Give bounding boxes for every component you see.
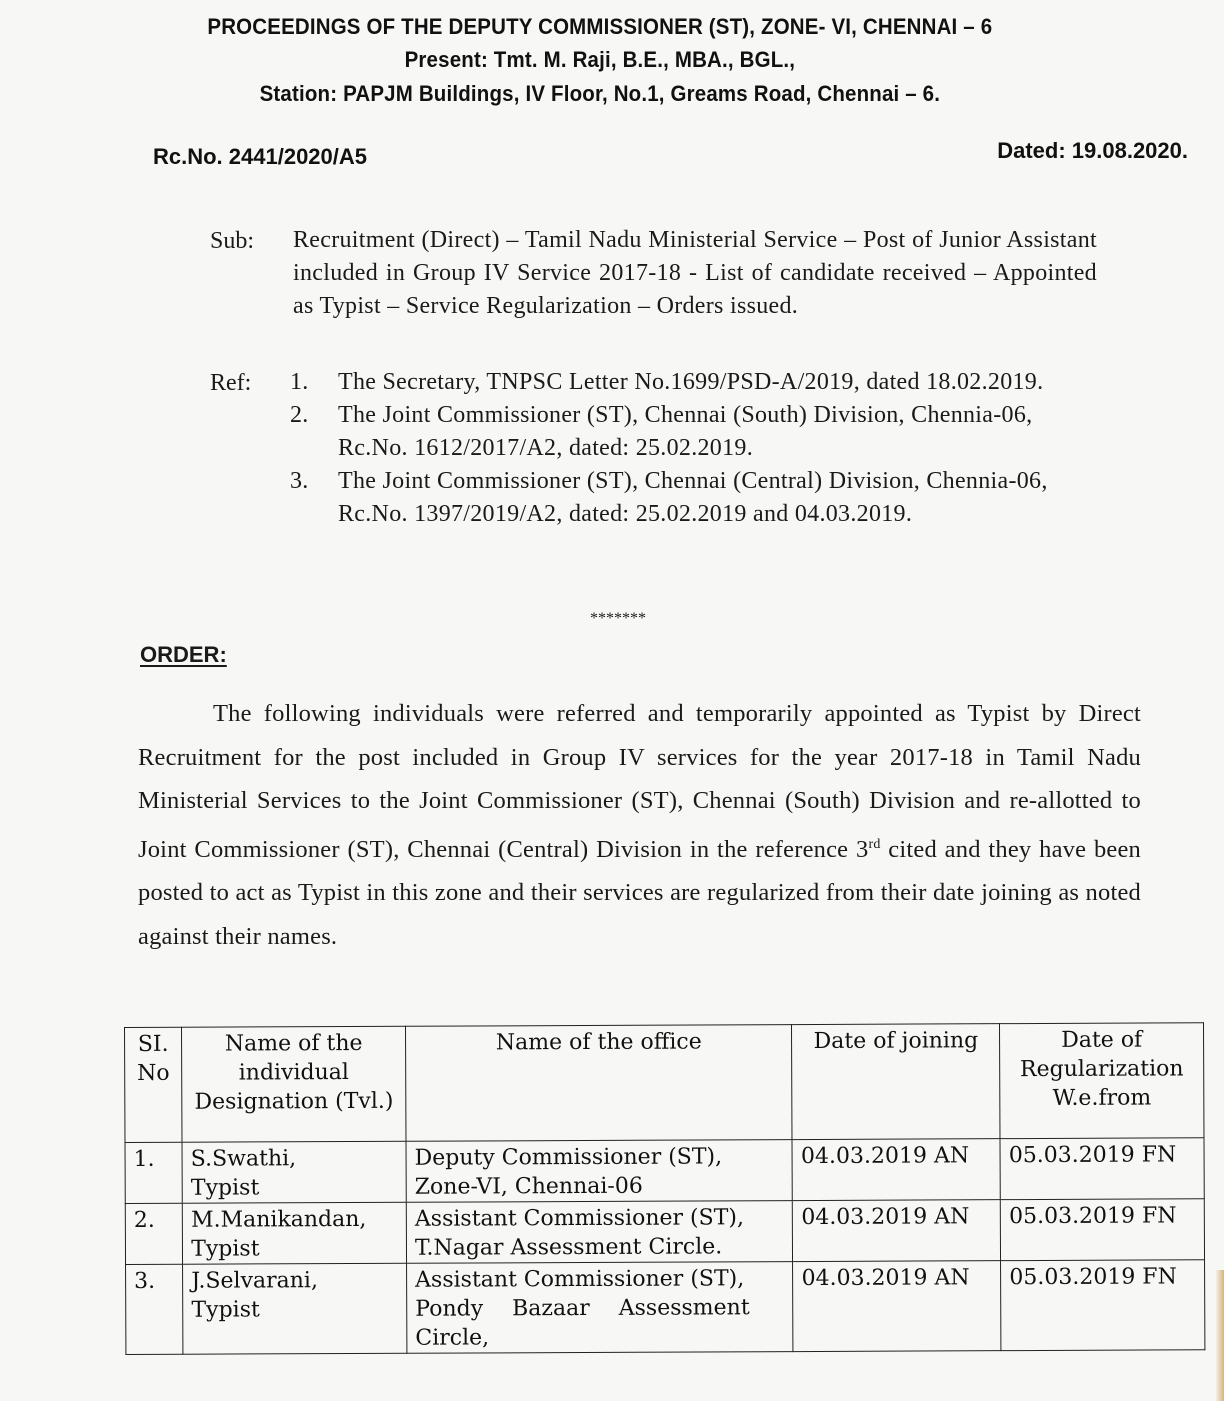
document-date: Dated: 19.08.2020. [997, 138, 1188, 163]
order-paragraph [138, 692, 1141, 958]
cell-office [406, 1201, 793, 1264]
cell-date-of-joining: 04.03.2019 AN [793, 1200, 1001, 1262]
table-row [125, 1199, 1204, 1265]
designation: Typist [191, 1297, 260, 1323]
reference-number-label: 3. [290, 468, 309, 494]
reference-text: The Joint Commissioner (ST), Chennai (Central) Division, Chennia-06, Rc.No. 1397/2019/A2, dated: 25.02.2019 and 04.03.2019. [338, 468, 1048, 527]
header-date-of-joining: Date of joining [792, 1024, 1000, 1140]
paper-edge-shadow [1216, 1270, 1224, 1401]
cell-name [183, 1263, 407, 1354]
office-line: Assistant Commissioner (ST), [414, 1205, 744, 1232]
cell-date-of-joining: 04.03.2019 AN [792, 1139, 1000, 1201]
cell-office [406, 1140, 793, 1203]
reference-number: Rc.No. 2441/2020/A5 [153, 144, 368, 169]
table-header-row [125, 1023, 1204, 1143]
references-label: Ref: [210, 370, 252, 396]
office-line: Assistant Commissioner (ST), [415, 1266, 745, 1293]
table-row [125, 1138, 1204, 1204]
reference-number-label: 2. [290, 402, 309, 428]
order-text-part1: The following individuals were referred and temporarily appointed as Typist by Direct Recruitment for the post included in Group IV services for the year 2017-18 in Tamil Nadu Ministerial Services to the Joint Commissioner (ST), Chennai (South) Division and re-allotted to Joint Commissioner (ST), Chennai (Central) Division in the reference 3 [138, 700, 1141, 863]
cell-date-of-regularization: 05.03.2019 FN [1000, 1199, 1204, 1261]
order-heading: ORDER: [140, 642, 227, 667]
individual-name: S.Swathi, [190, 1146, 297, 1172]
station-address: Station: PAPJM Buildings, IV Floor, No.1, Greams Road, Chennai – 6. [259, 81, 941, 106]
office-line: Circle, [415, 1325, 490, 1351]
reference-item [290, 465, 1080, 531]
individual-name: M.Manikandan, [190, 1206, 367, 1233]
header-sl-no: SI. No [125, 1027, 183, 1142]
cell-sl-no: 1. [125, 1142, 182, 1203]
references-list [290, 366, 1080, 531]
reference-text: The Joint Commissioner (ST), Chennai (South) Division, Chennia-06, Rc.No. 1612/2017/A2, dated: 25.02.2019. [338, 402, 1033, 461]
reference-item [290, 366, 1080, 399]
present-officer: Present: Tmt. M. Raji, B.E., MBA., BGL., [404, 47, 796, 72]
order-superscript: rd [868, 836, 881, 852]
appointment-table [124, 1022, 1205, 1355]
order-text-part2: cited and they have been posted to act as Typist in this zone and their services are regularized from their date joining as noted against their names. [138, 835, 1141, 950]
cell-sl-no: 3. [126, 1264, 184, 1354]
office-line: T.Nagar Assessment Circle. [414, 1234, 723, 1261]
individual-name: J.Selvarani, [191, 1268, 318, 1294]
reference-item [290, 399, 1080, 465]
reference-text: The Secretary, TNPSC Letter No.1699/PSD-A/2019, dated 18.02.2019. [338, 369, 1044, 395]
office-line: Pondy Bazaar Assessment [415, 1295, 750, 1322]
reference-number-label: 1. [290, 369, 309, 395]
cell-date-of-regularization: 05.03.2019 FN [1000, 1138, 1204, 1200]
designation: Typist [190, 1175, 260, 1201]
subject-label: Sub: [210, 228, 255, 254]
cell-date-of-regularization: 05.03.2019 FN [1001, 1260, 1205, 1351]
office-line: Deputy Commissioner (ST), [414, 1144, 723, 1171]
cell-name [182, 1141, 406, 1203]
proceedings-title: PROCEEDINGS OF THE DEPUTY COMMISSIONER (ST), ZONE- VI, CHENNAI – 6 [207, 14, 993, 39]
subject-text: Recruitment (Direct) – Tamil Nadu Ministerial Service – Post of Junior Assistant included in Group IV Service 2017-18 - List of candidate received – Appointed as Typist – Service Regularization – Orders issued. [293, 227, 1097, 319]
header-name: Name of the individual Designation (Tvl.) [182, 1026, 406, 1142]
header-office: Name of the office [406, 1025, 793, 1142]
designation: Typist [191, 1236, 260, 1262]
section-separator: ******* [590, 610, 646, 627]
cell-office [407, 1262, 794, 1354]
header-date-of-regularization: Date of Regularization W.e.from [1000, 1023, 1204, 1139]
office-line: Zone-VI, Chennai-06 [414, 1173, 643, 1200]
cell-name [182, 1202, 406, 1264]
table-row [126, 1260, 1205, 1355]
cell-date-of-joining: 04.03.2019 AN [793, 1261, 1001, 1352]
cell-sl-no: 2. [125, 1203, 182, 1264]
